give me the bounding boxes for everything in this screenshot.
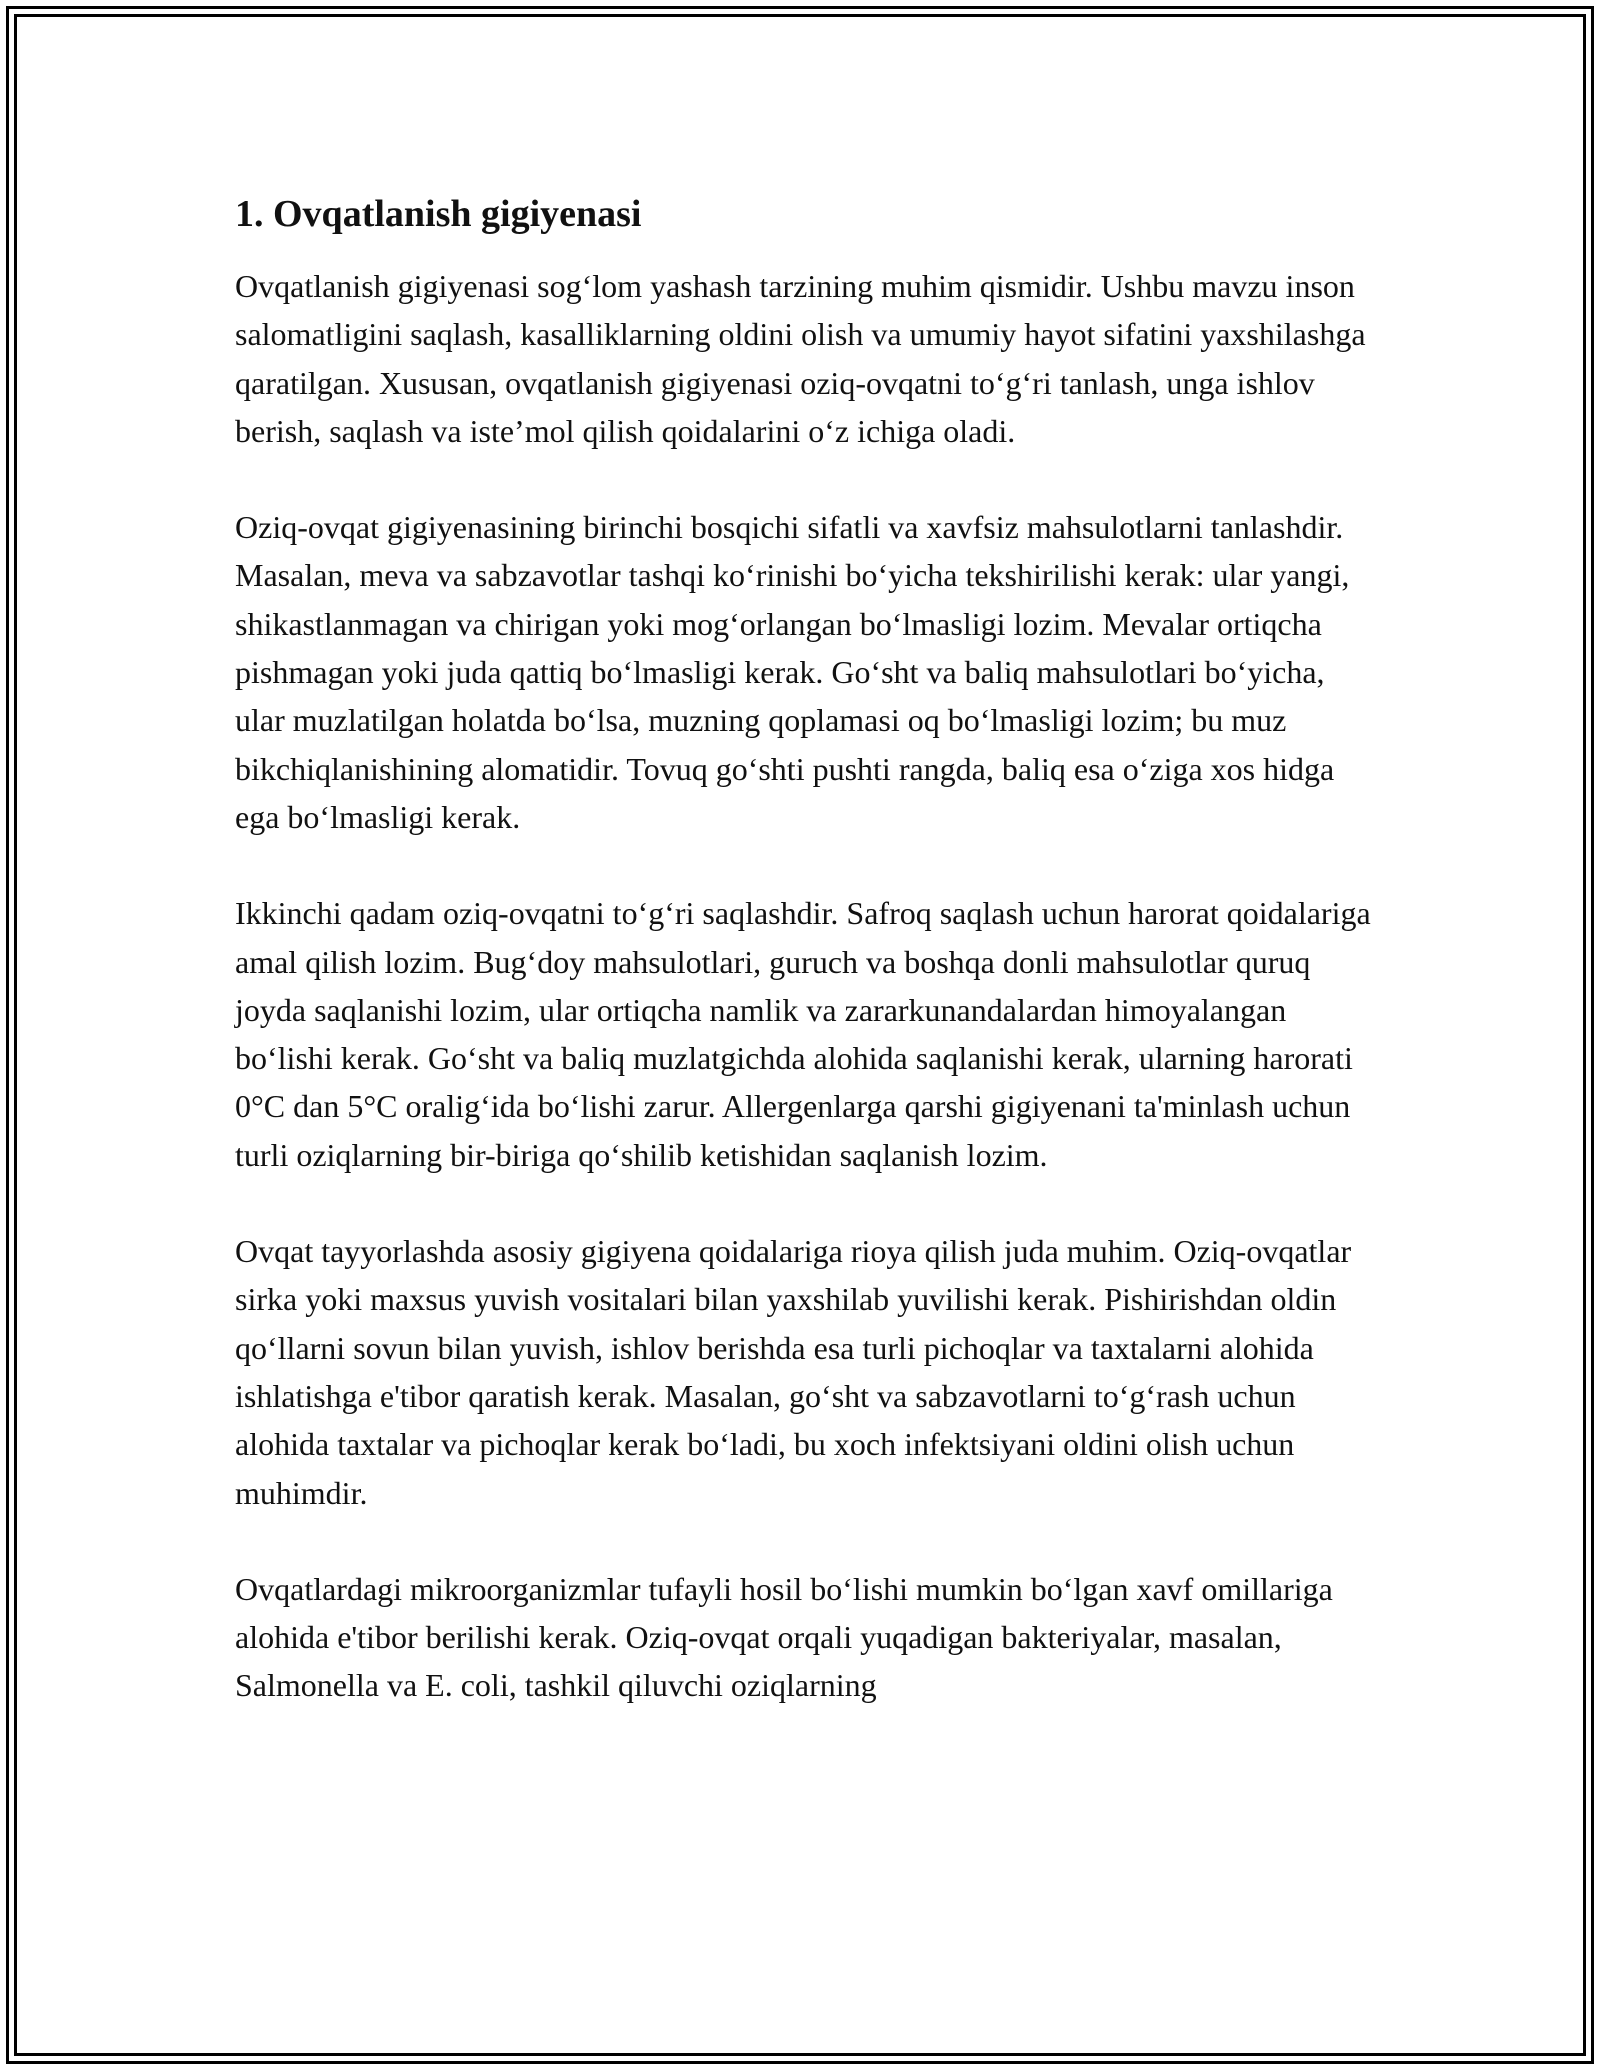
paragraph-microorganisms: Ovqatlardagi mikroorganizmlar tufayli hosil bo‘lishi mumkin bo‘lgan xavf omillariga alohida e'tibor berilishi kerak. Oziq-ovqat orqali yuqadigan bakteriyalar, masalan, Salmonella va E. coli, tashkil qiluvchi oziqlarning bbox=[235, 1570, 1333, 1704]
paragraph-food-storage: Ikkinchi qadam oziq-ovqatni to‘g‘ri saqlashdir. Safroq saqlash uchun harorat qoidalariga amal qilish lozim. Bug‘doy mahsulotlari, guruch va boshqa donli mahsulotlar quruq joyda saqlanishi lozim, ular ortiqcha namlik va zararkunandalardan himoyalangan bo‘lishi kerak. Go‘sht va baliq muzlatgichda alohida saqlanishi kerak, ularning harorati 0°C dan 5°C oralig‘ida bo‘lishi zarur. Allergenlarga qarshi gigiyenani ta'minlash uchun turli oziqlarning bir-biriga qo‘shilib ketishidan saqlanish lozim. bbox=[235, 895, 1371, 1173]
paragraph-intro: Ovqatlanish gigiyenasi sog‘lom yashash tarzining muhim qismidir. Ushbu mavzu inson salomatligini saqlash, kasalliklarning oldini olish va umumiy hayot sifatini yaxshilashga qaratilgan. Xususan, ovqatlanish gigiyenasi oziq-ovqatni to‘g‘ri tanlash, unga ishlov berish, saqlash va iste’mol qilish qoidalarini o‘z ichiga oladi. bbox=[235, 268, 1366, 449]
document-body bbox=[235, 188, 1375, 1758]
section-heading: 1. Ovqatlanish gigiyenasi bbox=[235, 193, 642, 235]
paragraph-food-preparation: Ovqat tayyorlashda asosiy gigiyena qoidalariga rioya qilish juda muhim. Oziq-ovqatlar sirka yoki maxsus yuvish vositalari bilan yaxshilab yuvilishi kerak. Pishirishdan oldin qo‘llarni sovun bilan yuvish, ishlov berishda esa turli pichoqlar va taxtalarni alohida ishlatishga e'tibor qaratish kerak. Masalan, go‘sht va sabzavotlarni to‘g‘rash uchun alohida taxtalar va pichoqlar kerak bo‘ladi, bu xoch infektsiyani oldini olish uchun muhimdir. bbox=[235, 1233, 1352, 1511]
paragraph-product-selection: Oziq-ovqat gigiyenasining birinchi bosqichi sifatli va xavfsiz mahsulotlarni tanlashdir. Masalan, meva va sabzavotlar tashqi ko‘rinishi bo‘yicha tekshirilishi kerak: ular yangi, shikastlanmagan va chirigan yoki mog‘orlangan bo‘lmasligi lozim. Mevalar ortiqcha pishmagan yoki juda qattiq bo‘lmasligi kerak. Go‘sht va baliq mahsulotlari bo‘yicha, ular muzlatilgan holatda bo‘lsa, muzning qoplamasi oq bo‘lmasligi lozim; bu muz bikchiqlanishining alomatidir. Tovuq go‘shti pushti rangda, baliq esa o‘ziga xos hidga ega bo‘lmasligi kerak. bbox=[235, 509, 1350, 835]
